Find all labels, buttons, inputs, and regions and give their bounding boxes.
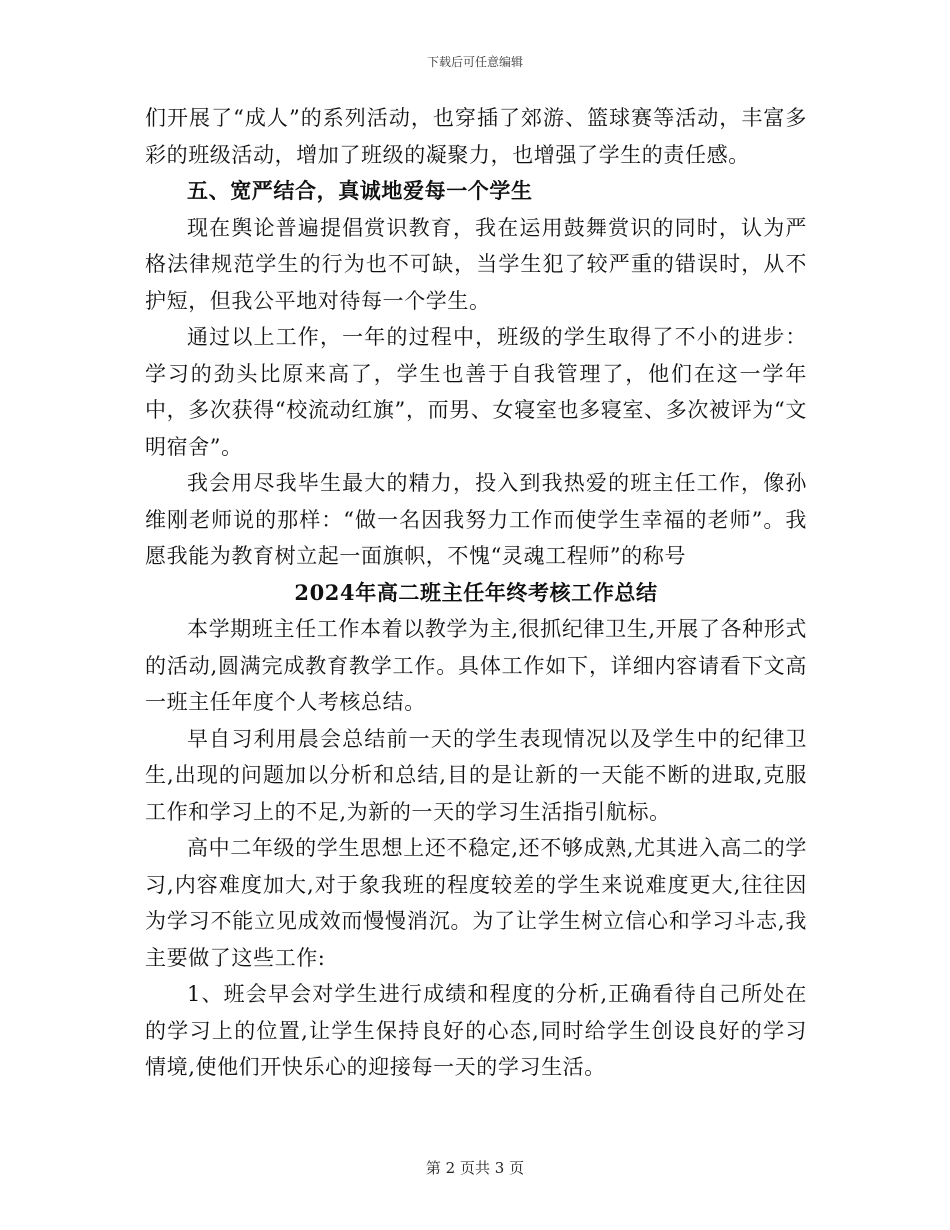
page-number: 第 2 页共 3 页 (425, 1159, 525, 1177)
paragraph-continued: 们开展了“成人”的系列活动，也穿插了郊游、篮球赛等活动，丰富多彩的班级活动，增加了班级的凝聚力，也增强了学生的责任感。 (145, 106, 807, 167)
page-header: 下载后可任意编辑 (426, 55, 523, 69)
paragraph-morning-study: 早自习利用晨会总结前一天的学生表现情况以及学生中的纪律卫生,出现的问题加以分析和总结,目的是让新的一天能不断的进取,克服工作和学习上的不足,为新的一天的学习生活指引航标。 (145, 726, 807, 824)
paragraph-student-mindset: 高中二年级的学生思想上还不稳定,还不够成熟,尤其进入高二的学习,内容难度加大,对于象我班的程度较差的学生来说难度更大,往往因为学习不能立见成效而慢慢消沉。为了让学生树立信心和学习斗志,我主要做了这些工作: (145, 836, 807, 970)
section-heading-5: 五、宽严结合，真诚地爱每一个学生 (187, 178, 533, 203)
paragraph-appreciation-education: 现在舆论普遍提倡赏识教育，我在运用鼓舞赏识的同时，认为严格法律规范学生的行为也不可缺，当学生犯了较严重的错误时，从不护短，但我公平地对待每一个学生。 (145, 215, 807, 313)
paragraph-commitment: 我会用尽我毕生最大的精力，投入到我热爱的班主任工作，像孙维刚老师说的那样：“做一名因我努力工作而使学生幸福的老师”。我愿我能为教育树立起一面旗帜，不愧“灵魂工程师”的称号 (145, 471, 807, 568)
paragraph-semester-overview: 本学期班主任工作本着以教学为主,很抓纪律卫生,开展了各种形式的活动,圆满完成教育教学工作。具体工作如下，详细内容请看下文高一班主任年度个人考核总结。 (145, 617, 807, 714)
paragraph-item-1: 1、班会早会对学生进行成绩和程度的分析,正确看待自己所处在的学习上的位置,让学生保持良好的心态,同时给学生创设良好的学习情境,使他们开快乐心的迎接每一天的学习生活。 (145, 982, 807, 1079)
paragraph-progress: 通过以上工作，一年的过程中，班级的学生取得了不小的进步：学习的劲头比原来高了，学生也善于自我管理了，他们在这一学年中，多次获得“校流动红旗”，而男、女寝室也多寝室、多次被评为“文明宿舍”。 (145, 325, 807, 459)
document-body (145, 100, 807, 1086)
document-title: 2024年高二班主任年终考核工作总结 (294, 579, 658, 605)
